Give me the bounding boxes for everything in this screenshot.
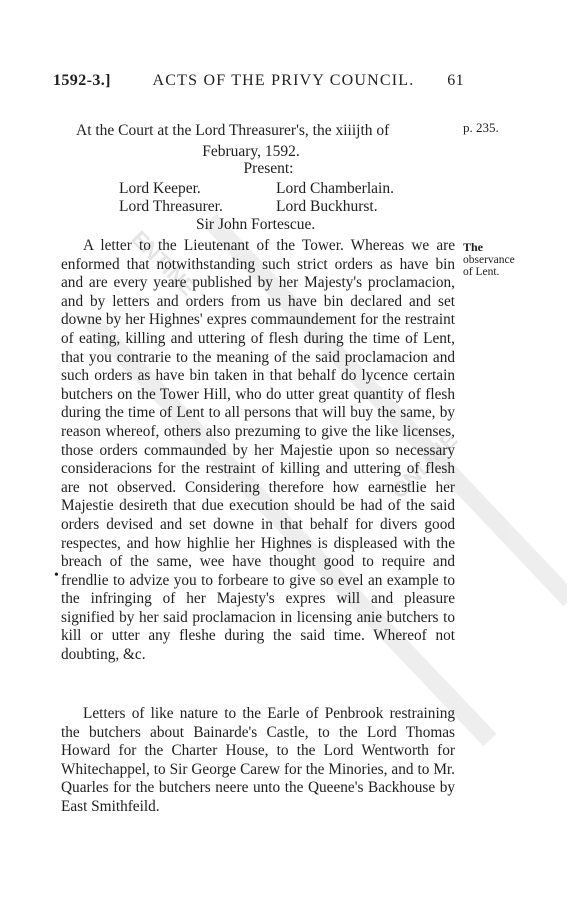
attendee-lord-threasurer: Lord Threasurer.: [119, 198, 223, 215]
attendee-lord-buckhurst: Lord Buckhurst.: [276, 198, 378, 215]
margin-note-title: The: [463, 240, 484, 254]
running-header-year: 1592-3.]: [53, 72, 111, 89]
margin-note-line3: of Lent.: [463, 266, 500, 278]
svg-text:ENTINE: ENTINE: [126, 225, 202, 301]
attendee-lord-keeper: Lord Keeper.: [119, 180, 201, 197]
margin-note: [463, 241, 515, 278]
court-heading: [76, 120, 456, 162]
court-heading-line1: At the Court at the Lord Threasurer's, the xiiijth of: [76, 122, 390, 139]
present-label: Present:: [243, 160, 294, 177]
attendee-lord-chamberlain: Lord Chamberlain.: [276, 180, 394, 197]
letter-paragraph: A letter to the Lieutenant of the Tower. Whereas we are enformed that notwithstanding such strict orders as have bin and are every yeare published by her Majesty's proclamacion, and by letters and orders from us have bin declared and set downe by her Highnes' expres commaundement for the restraint of eating, killing and uttering of flesh during the time of Lent, that you contrarie to the meaning of the said proclamacion and such orders as have bin taken in that behalf do lycence certain butchers on the Tower Hill, who do utter great quantity of flesh during the time of Lent to all persons that will buy the same, by reason whereof, others also prezuming to give the like licenses, those orders commaunded by her Majestie upon so necessary consideracions for the restraint of killing and uttering of flesh are not observed. Considering therefore how earnestlie her Majestie desireth that due execution should be had of the said orders devised and set downe in that behalf for divers good respectes, and how highlie her Highnes is displeased with the breach of the same, wee have thought good to require and frendlie to advize you to forbeare to give so evel an example to the infringing of her Majesty's expres will and pleasure signified by her said proclamacion in licensing anie butchers to kill or utter any fleshe during the said time. Whereof not doubting, &c.: [61, 237, 455, 664]
page-number: 61: [447, 72, 464, 89]
court-heading-line2: February, 1592.: [202, 143, 300, 160]
margin-note-line2: observance: [463, 254, 515, 266]
margin-mark: •: [54, 568, 59, 583]
running-header-title: ACTS OF THE PRIVY COUNCIL.: [152, 72, 415, 89]
letters-paragraph: Letters of like nature to the Earle of Penbrook restraining the butchers about Bainarde's Castle, to the Lord Thomas Howard for the Charter House, to the Lord Wentworth for Whitechappel, to Sir George Carew for the Minories, and to Mr. Quarles for the butchers neere unto the Queene's Backhouse by East Smithfeild.: [61, 705, 455, 815]
page-reference: p. 235.: [463, 120, 499, 135]
svg-text:ONLINE: ONLINE: [385, 427, 463, 504]
attendee-sir-john-fortescue: Sir John Fortescue.: [196, 216, 316, 233]
